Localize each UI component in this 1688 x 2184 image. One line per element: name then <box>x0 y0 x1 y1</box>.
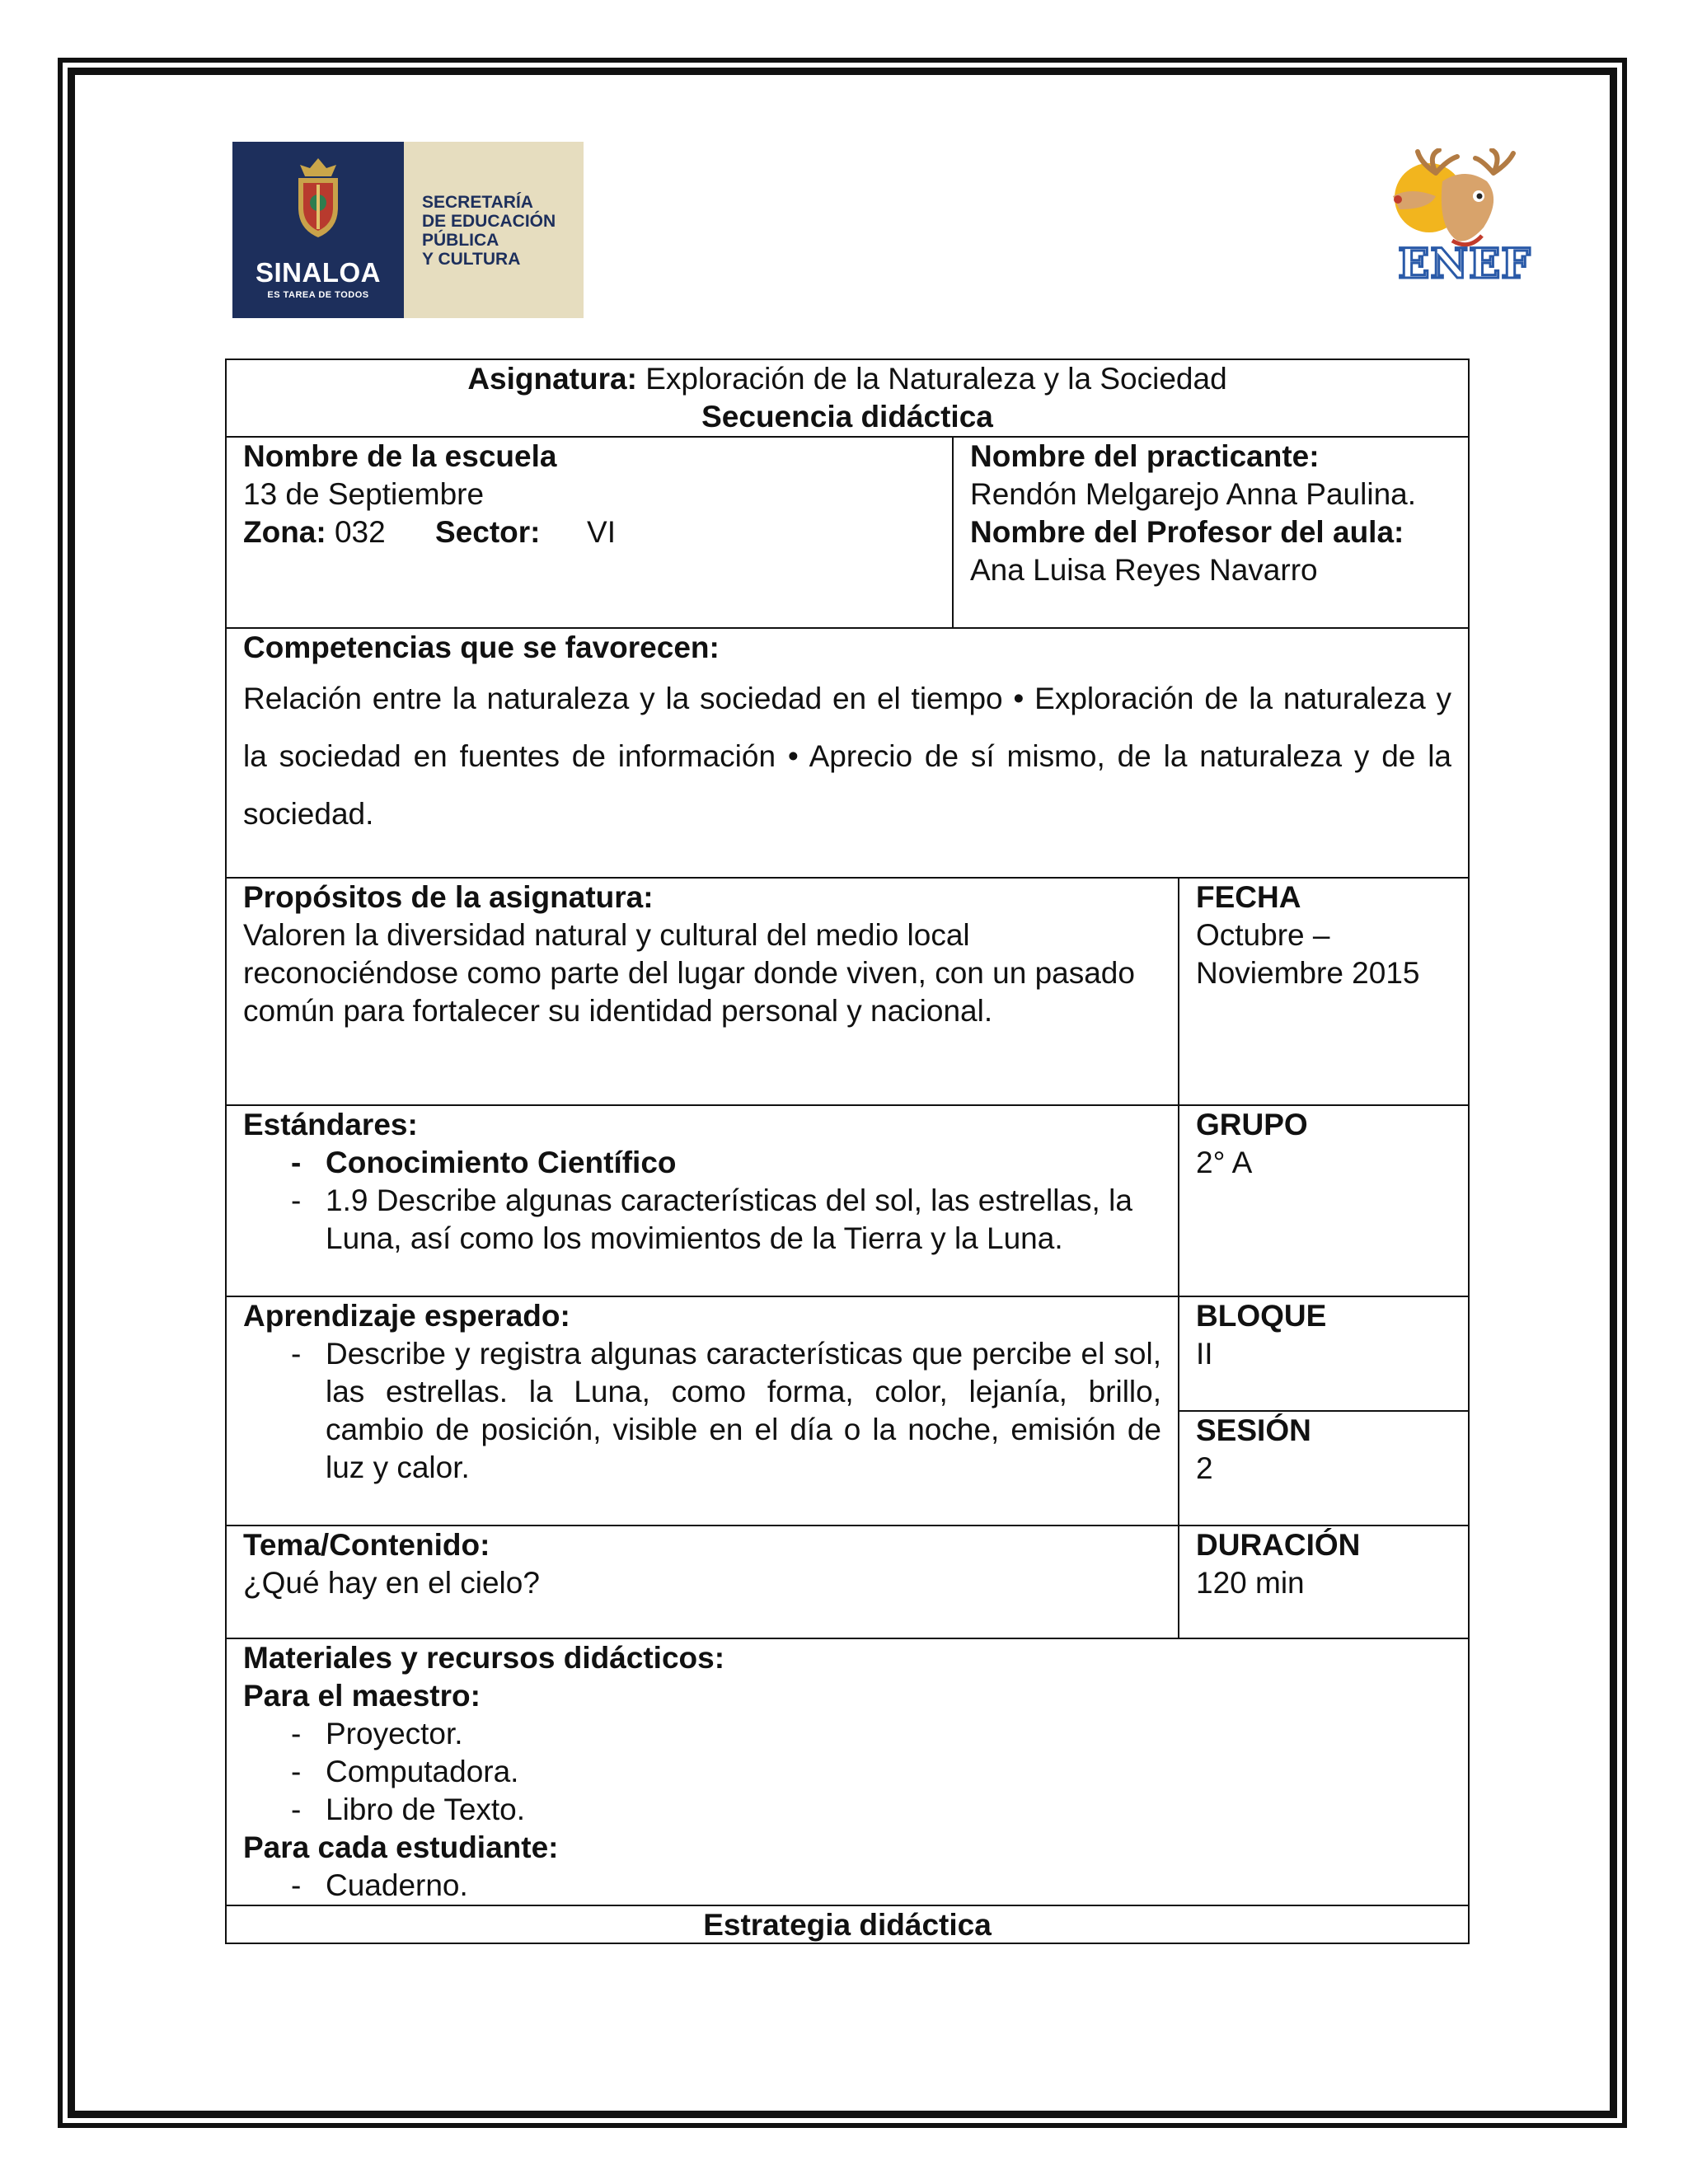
sector-label: Sector: <box>435 515 541 549</box>
bloque-label: BLOQUE <box>1196 1299 1327 1333</box>
profesor-value: Ana Luisa Reyes Navarro <box>970 553 1318 587</box>
estudiante-label: Para cada estudiante: <box>243 1830 559 1864</box>
school-name: 13 de Septiembre <box>243 477 485 511</box>
enef-wordmark: ENEF <box>1398 239 1531 288</box>
document-title: Secuencia didáctica <box>701 400 993 434</box>
grupo-value: 2° A <box>1196 1146 1253 1179</box>
zona-label: Zona: <box>243 515 326 549</box>
grupo-label: GRUPO <box>1196 1108 1308 1141</box>
secretaria-line: DE EDUCACIÓN <box>422 212 556 231</box>
bloque-value: II <box>1196 1337 1213 1371</box>
competencias-text: Relación entre la naturaleza y la sociedad en el tiempo • Exploración de la naturaleza y la sociedad en fuentes de información • Aprecio de sí mismo, de la naturaleza y de la sociedad. <box>243 682 1451 831</box>
maestro-item: - Computadora. <box>243 1753 1451 1791</box>
people-cell <box>954 438 1468 589</box>
fecha-cell <box>1179 879 1468 992</box>
practicante-label: Nombre del practicante: <box>970 439 1320 473</box>
estrategia-heading: Estrategia didáctica <box>703 1908 992 1942</box>
materiales-label: Materiales y recursos didácticos: <box>243 1641 725 1675</box>
propositos-text: Valoren la diversidad natural y cultural del medio local reconociéndose como parte del lugar donde viven, con un pasado común para fortalecer su identidad personal y nacional. <box>243 918 1135 1028</box>
duracion-label: DURACIÓN <box>1196 1528 1361 1562</box>
propositos-cell <box>227 879 1178 1030</box>
estandar-item: - 1.9 Describe algunas características del sol, las estrellas, la Luna, así como los movimientos de la Tierra y la Luna. <box>243 1182 1161 1258</box>
aprendizaje-label: Aprendizaje esperado: <box>243 1299 570 1333</box>
tema-value: ¿Qué hay en el cielo? <box>243 1566 540 1600</box>
competencias-label: Competencias que se favorecen: <box>243 630 720 664</box>
secretaria-line: Y CULTURA <box>422 250 521 269</box>
maestro-item: - Proyector. <box>243 1715 1451 1753</box>
secretaria-wordmark <box>422 193 556 269</box>
header-cell <box>227 360 1468 436</box>
enef-logo <box>1378 148 1551 313</box>
asignatura-label: Asignatura: <box>467 362 637 396</box>
practicante-value: Rendón Melgarejo Anna Paulina. <box>970 477 1416 511</box>
aprendizaje-cell <box>227 1297 1178 1487</box>
tema-label: Tema/Contenido: <box>243 1528 490 1562</box>
sinaloa-tagline: ES TAREA DE TODOS <box>267 290 369 300</box>
asignatura-value: Exploración de la Naturaleza y la Sociedad <box>645 362 1227 396</box>
secretaria-logo-panel <box>404 142 584 318</box>
duracion-cell <box>1179 1526 1468 1602</box>
maestro-label: Para el maestro: <box>243 1679 481 1713</box>
grupo-cell <box>1179 1106 1468 1182</box>
zone-sector-line <box>243 513 935 551</box>
estandares-label: Estándares: <box>243 1108 418 1141</box>
sector-value: VI <box>587 515 617 549</box>
duracion-value: 120 min <box>1196 1566 1305 1600</box>
sinaloa-logo-panel <box>232 142 404 318</box>
materiales-cell <box>227 1639 1468 1905</box>
competencias-cell <box>227 629 1468 843</box>
secretaria-line: PÚBLICA <box>422 231 499 250</box>
propositos-label: Propósitos de la asignatura: <box>243 880 654 914</box>
subject-line <box>243 360 1451 398</box>
estandar-item: - Conocimiento Científico <box>243 1144 1161 1182</box>
tema-cell <box>227 1526 1178 1602</box>
maestro-item: - Libro de Texto. <box>243 1791 1451 1829</box>
fecha-value: Octubre – Noviembre 2015 <box>1196 918 1420 990</box>
school-label: Nombre de la escuela <box>243 439 557 473</box>
sinaloa-wordmark: SINALOA <box>256 257 381 288</box>
aprendizaje-item: - Describe y registra algunas características que percibe el sol, las estrellas. la Luna, como forma, color, lejanía, brillo, cambio de posición, visible en el día o la noche, emisión de luz y calor. <box>243 1335 1161 1487</box>
sinaloa-sepyc-logo <box>232 142 584 318</box>
school-cell <box>227 438 952 551</box>
coat-of-arms-icon <box>287 157 349 239</box>
zona-value: 032 <box>334 515 386 549</box>
sesion-value: 2 <box>1196 1451 1213 1485</box>
estandares-cell <box>227 1106 1178 1258</box>
bloque-cell <box>1179 1297 1468 1373</box>
sesion-cell <box>1179 1412 1468 1488</box>
estudiante-item: - Cuaderno. <box>243 1867 1451 1905</box>
profesor-label: Nombre del Profesor del aula: <box>970 515 1404 549</box>
didactic-sequence-table <box>225 359 1470 1944</box>
sesion-label: SESIÓN <box>1196 1413 1311 1447</box>
secretaria-line: SECRETARÍA <box>422 193 533 212</box>
fecha-label: FECHA <box>1196 880 1301 914</box>
